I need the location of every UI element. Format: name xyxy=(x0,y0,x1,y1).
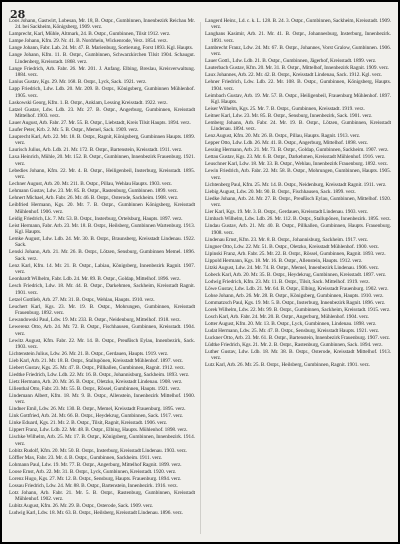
directory-entry: Lorek Wilhelm, Ldw. 22. Mr. 99. B. Ostpr., Gumbinnen, Sackheim, Kreisstadt. 1915. verz. xyxy=(205,306,391,313)
directory-entry: Lettau Gustav, Kgs. 23. Mr. 6. B. Ostpr., Darkehmen, Kreisstadt Mühlenhof. 1916. verz. xyxy=(205,154,386,161)
directory-entry: Leibfried Hermann, Kgs. 20. Mr. 7. B. Ostpr., Gumbinnen Königsberg, Kreisstadt Mühlenhof. 1906. verz. xyxy=(9,202,195,215)
directory-entry: Luckner Otto, Arb. 23. Mr. 61. B. Ostpr., Bartenstein, Innenbezirk Frauenburg. 1907. verz. xyxy=(205,334,391,341)
directory-entry: Ludwig Karl, Ldw. 18. Mr. 63. B. Ostpr., Heilsberg, Kreisstadt Lindenau. 1896. verz. xyxy=(9,510,183,517)
directory-entry: Lilienthal Otto, Fabr. 23. Mr. 55. B. Ostpr., Rössel, Gumbinnen, Haupts. 1921. verz. xyxy=(9,385,181,392)
document-page xyxy=(2,2,398,542)
directory-entry: Lesch Friedrich, Ldw. 18. Mr. 44. B. Ostpr., Darkehmen, Sackheim, Kreisstadt Ragnit. 1901. verz. xyxy=(9,283,195,296)
directory-entry: Lindenau Ernst, Kfm. 23. Mr. 8. B. Ostpr., Johannisburg, Sackheim. 1917. verz. xyxy=(205,236,369,243)
page-number: 28 xyxy=(10,8,26,21)
directory-entry: Losch Karl, Arb. Fabr. 24. Mr. 20. B. Ostpr., Angerburg, Mühlenhof. 1904. verz. xyxy=(205,313,370,320)
directory-entry: Lommatzsch Paul, Kgs. 19. Mr. 5. B. Ostpr., Insterburg, Innenbezirk Ragnit. 1896. verz. xyxy=(205,299,386,306)
directory-entry: Liebig August, Ldw. 20. Mr. 90. B. Ostpr., Fischhausen, Sack. 1899. verz. xyxy=(205,188,356,195)
directory-entry: Lietz Hermann, Arb. 20. Mr. 36. B. Ostpr., Oletzko, Kreisstadt Lindenau. 1908. verz. xyxy=(9,378,183,385)
directory-entry: Lieb Karl, Arb. 21. Mr. 18. B. Ostpr., Stallupönen, Kreisstadt Mühlenhof. 1897. verz. xyxy=(9,357,184,364)
directory-entry: Linke Eduard, Kgs. 21. Mr. 2. B. Ostpr., Tilsit, Ragnit, Kreisstadt. 1906. verz. xyxy=(9,420,168,427)
directory-entry: Leidig Friedrich, Lk. 7. Mr. 53. B. Ostpr., Insterburg, Ortelsburg, Haupts. 1897. verz. xyxy=(9,215,183,222)
directory-entry: Lüdtke Friedrich, Kgs. 21. Mr. 2. B. Ostpr., Rastenburg, Gumbinnen, Sack. 1894. verz. xyxy=(205,341,383,348)
directory-entry: Liebert Gustav, Kgs. 25. Mr. 47. B. Ostpr., Pillkallen, Gumbinnen, Ragnit. 1912. verz. xyxy=(9,364,185,371)
directory-entry: Lossau Friedrich, Ldw. 24. Mr. 88. B. Ostpr., Bartenstein, Innenbezirk. 1916. verz. xyxy=(9,482,178,489)
directory-entry: Lier Karl, Kgs. 19. Mr. 3. B. Ostpr., Gerdauen, Kreisstadt Lindenau. 1903. verz. xyxy=(205,209,369,216)
directory-entry: Lewerenz Otto, Arb. 24. Mr. 72. B. Ostpr., Fischhausen, Gumbinnen, Kreisstadt. 1904. verz. xyxy=(9,324,195,337)
directory-entry: Liedtke Friedrich, Ldw. Ldb. 22. Mr. 16. B. Ostpr., Johannisburg, Sackheim. 1893. verz. xyxy=(9,371,190,378)
directory-entry: Lessing Hermann, Arb. 21. Mr. 73. B. Ostpr., Goldap, Gumbinnen, Sackheim. 1907. verz. xyxy=(205,147,389,154)
directory-entry: Leuschner Karl, Ldw. 18. Mr. 33. B. Ostpr., Wehlau, Innenbezirk Frauenburg. 1892. verz. xyxy=(205,161,388,168)
directory-entry: Lapp Friedrich, Ldw. Ldb. 20. Mr. 209. B. Ostpr., Königsberg, Gumbinnen Mühlenhof. 1905. verz. xyxy=(9,86,195,99)
directory-entry: Lauer August, Arb. Fabr. 27. Mr. 55. B. Ostpr., Liebstadt, Kreis Tilsit Haupts. 1894. verz. xyxy=(9,120,191,127)
directory-entry: Lampe Johann, Kfm. 29. Nr. 41. B. Nordrhein, Wickenrode, Verz. 1854. verz. xyxy=(9,38,168,45)
directory-entry: Leuchert Karl, Kgs. 23. Mr. 19. B. Ostpr., Mohrungen, Gumbinnen, Kreisstadt Frauenburg. 1892. verz. xyxy=(9,303,195,317)
directory-entry: Lewandowski Paul, Ldw. 19. Mr. 233. B. Ostpr., Neidenburg, Mittelhof. 1918. verz. xyxy=(9,317,181,324)
directory-entry: Lohse Johann, Arb. 26. Mr. 28. B. Ostpr., Königsberg, Gumbinnen, Haupts. 1910. verz. xyxy=(205,292,384,299)
directory-entry: Leist Hermann, Fabr. Arb. 23. Mr. 18. B. Ostpr., Heilsberg, Gumbinnen Wartenburg. 1913. Kgl. Haupts. xyxy=(9,222,195,236)
directory-entry: Lutz Karl, Arb. 26. Mr. 25. B. Ostpr., Heilsberg, Gumbinnen, Ragnit. 1901. verz. xyxy=(205,362,370,369)
directory-entry: Lewin Friedrich, Arb. Fabr. 22. Mr. 58. B. Ostpr., Mohrungen, Gumbinnen, Haupts. 1905. verz. xyxy=(205,168,391,181)
directory-entry: Lobitz Rudolf, Kfm. 20. Mr. 50. B. Ostpr., Insterburg, Kreisstadt Lindenau. 1903. verz. xyxy=(9,447,187,454)
directory-entry: Lodwig Friedrich, Kfm. 23. Mr. 11. B. Ostpr., Tilsit, Sack. Mittelhof. 1919. verz. xyxy=(205,278,370,285)
directory-entry: Lichtenstein Julius, Ldw. 26. Mr. 21. B. Ostpr., Gerdauen, Haupts. 1919. verz. xyxy=(9,350,169,357)
right-column xyxy=(205,18,391,540)
directory-entry: Lenz Karl, Kfm. 14. Mr. 21. B. Ostpr., Labiau, Königsberg, Innenbezirk Ragnit. 1907. verz. xyxy=(9,262,195,276)
directory-entry: Lischke Wilhelm, Arb. 25. Mr. 17. B. Ostpr., Königsberg, Gumbinnen, Innenbezirk. 1914. verz. xyxy=(9,434,195,447)
directory-entry: Lehmann Gustav, Ldw. 23. Mr. 85. B. Ostpr., Rastenburg, Gumbinnen. 1899. verz. xyxy=(9,188,178,195)
directory-entry: Lobeck Karl, Arb. 20. Mr. 35. B. Ostpr., Heydekrug, Gumbinnen, Kreisstadt. 1897. verz. xyxy=(205,271,387,278)
directory-entry: Lemberg Johann, Arb. Fabr. 24. Mr. 19. B. Ostpr., Lötzen, Gumbinnen, Kreisstadt Lindenau. 1894. verz. xyxy=(205,120,391,133)
directory-entry: Lechner August, Arb. 20. Mr. 211. B. Ostpr., Pillau, Wehlau Haupts. 1903. verz. xyxy=(9,181,173,188)
directory-entry: Litzki August, Ldw. 24. Mr. 74. B. Ostpr., Memel, Innenbezirk Lindenau. 1906. verz. xyxy=(205,264,380,271)
directory-entry: Leonhardt Wilhelm, Fabr. Ldb. 24. Mr. 89. B. Ostpr., Goldap, Mittelhof. 1896. verz. xyxy=(9,276,181,283)
directory-entry: Laufer Peter, Krb. 2. Mr. 5. B. Ostpr., Memel, Sack. 1909. verz. xyxy=(9,127,139,134)
directory-entry: Lebedies Johann, Kfm. 22. Mr. 4. B. Ostpr., Heiligenbeil, Insterburg, Kreisstadt. 1895. verz. xyxy=(9,167,195,181)
directory-entry: Lotter August, Kfm. 20. Mr. 13. B. Ostpr., Lyck, Gumbinnen, Lindenau. 1898. verz. xyxy=(205,320,377,327)
directory-entry: Lauprecht Karl, Arb. 22. Mr. 18. B. Ostpr., Ragnit, Königsberg, Gumbinnen Haupts. 1899. verz. xyxy=(9,134,195,147)
directory-entry: Lange Friedrich, Arb. Fabr. 26. Mr. 201. J. Anfang. Elbing, Breslau, Kreisverwaltung. 1884. verz. xyxy=(9,65,195,79)
directory-entry: Liedke Johann, Arb. 24. Mr. 27. B. Ostpr., Preußisch Eylau, Gumbinnen, Mittelhof. 1920. verz. xyxy=(205,195,391,209)
directory-entry: Löffler Max, Fabr. 23. Mr. 4. B. Ostpr., Gumbinnen, Sackheim. 1911. verz. xyxy=(9,454,163,461)
directory-entry: Link Gottfried, Arb. 24. Mr. 66. B. Ostpr., Heydekrug, Gumbinnen, Sack. 1917. verz. xyxy=(9,413,184,420)
directory-entry: Lingner Otto, Ldw. 22. Mr. 51. B. Ostpr., Oletzko, Kreisstadt Mühlenhof. 1900. verz. xyxy=(205,243,380,250)
directory-entry: Lehnert Michael, Arb. Fabr. 26. Mr. 46. B. Ostpr., Osterode, Sackheim. 1908. verz. xyxy=(9,195,179,202)
directory-entry: Lipinski Franz, Arb. Fabr. 25. Mr. 22. B. Ostpr., Rössel, Gumbinnen, Ragnit. 1893. verz. xyxy=(205,250,386,257)
column-divider xyxy=(200,22,201,534)
directory-entry: Laskowski Georg, Kfm. 1. B. Ostpr., Anklam, Lessing Kreisstadt. 1922. verz. xyxy=(9,99,168,106)
directory-entry: Lindemann Albert, Kfm. 18. Mr. 9. B. Ostpr., Allenstein, Innenbezirk Mittelhof. 1900. verz. xyxy=(9,392,195,406)
directory-entry: Lippert Franz, Ldw. Ldb. 22. Mr. 48. B. Ostpr., Elbing, Haupts. Mühlenhof. 1898. verz. xyxy=(9,427,188,434)
directory-entry: Luther Gustav, Ldw. Ldb. 18. Mr. 38. B. Ostpr., Osterode, Kreisstadt Mittelhof. 1913. verz. xyxy=(205,348,391,362)
directory-entry: Lubitz August, Kfm. 26. Mr. 29. B. Ostpr., Osterode, Sack. 1909. verz. xyxy=(9,503,154,510)
directory-entry: Loos Johann, Gastwirt, Lobesan, Mr. 18, B. Ostpr., Gumbinnen, Innenbezirk Reichau Mr. 24. bei Sackheim, Königsberg, 1909. verz. xyxy=(9,18,195,31)
directory-entry: Leiser Wilhelm, Kgs. 25. Mr. 7. B. Ostpr., Gumbinnen, Kreisstadt. 1919. verz. xyxy=(205,106,365,113)
directory-entry: Lenz August, Kfm. 20. Mr. 26. B. Ostpr., Pillau, Haupts. Ragnit. 1913. verz. xyxy=(205,133,361,140)
directory-entry: Lewitz August, Kfm. Fabr. 22. Mr. 14. B. Ostpr., Preußisch Eylau, Innenbezirk, Sack. 1903. verz. xyxy=(9,337,195,350)
directory-entry: Lenski Johann, Arb. 21. Mr. 26. B. Ostpr., Lötzen, Sensburg, Gumbinnen Memel. 1896. Sack. verz. xyxy=(9,249,195,262)
directory-entry: Lamprecht, Karl, Mühle, Altmark, 24. B. Ostpr., Gumbinnen, Tilsit 1912. verz. xyxy=(9,31,171,38)
directory-entry: Lippold Hermann, Kgs. 18. Mr. 16. B. Ostpr., Allenstein, Haupts. 1912. verz. xyxy=(205,257,363,264)
directory-entry: Lauer Gottl., Ldw. Ldb. 21. B. Ostpr., Gumbinnen, Jägerhof, Kreisstadt. 1899. verz. xyxy=(205,58,377,65)
directory-entry: Laux Johannes, Arb. 22. Mr. 42. B. Ostpr., Kreisstadt Lindenau, Sack. 1912. Kgl. verz. xyxy=(205,72,382,79)
directory-entry: Lotz Johann, Arb. Fabr. 21. Mr. 5. B. Ostpr., Rastenburg, Gumbinnen, Kreisstadt Mühlenhof. 1902. verz. xyxy=(9,489,195,503)
directory-entry: Lichtenberg Paul, Kfm. 25. Mr. 14. B. Ostpr., Neidenburg, Kreisstadt Ragnit. 1911. verz. xyxy=(205,181,387,188)
directory-entry: Leimbach Gustav, Arb. 19. Mr. 57. B. Ostpr., Heiligenbeil, Frauenburg Mühlenhof. 1897. Kgl. Haupts. xyxy=(205,92,391,106)
directory-entry: Lange Johann, Fabr. Lab. 24. Mr. 47. B. Marienburg, Sortierung, Forst 1893. Kgl. Haupts. xyxy=(9,45,194,52)
directory-entry: Lehner Friedrich, Ldw. Ldb. 22. Mr. 108. B. Ostpr., Gumbinnen, Königsberg, Haupts. 1904. verz. xyxy=(205,79,391,92)
directory-entry: Lauterbach Gustav, Kfm. 20. Mr. 31. B. Ostpr., Mittelhof, Innenbezirk Ragnit. 1909. verz. xyxy=(205,65,390,72)
directory-entry: Lorenz Hugo, Kgs. 27. Mr. 12. B. Ostpr., Sensburg, Haupts. Frauenburg. 1894. verz. xyxy=(9,475,182,482)
directory-entry: Langerd Heinr., Ld. c. k. L. 128. B. 24. 3. Ostpr., Gumbinnen, Sackheim, Kreisstadt. 1909. verz. xyxy=(205,18,391,31)
directory-entry: Latzel Gustav, Ldw. Ldb. 23. Mr. 27. B. Ostpr., Angerburg, Gumbinnen, Kreisstadt Mittelhof. 1903. verz. xyxy=(9,106,195,120)
left-column xyxy=(9,18,195,540)
directory-entry: Löwe Gustav, Ldw. Ldb. 21. Mr. 64. B. Ostpr., Elbing, Kreisstadt Frauenburg. 1902. verz. xyxy=(205,285,389,292)
directory-entry: Lange Johann, Kfm. 11. B. Ostpr., Gumbinnen, Schwarzkirchen Tilsit 1904. Schaugut. Lindenberg, Kreisstadt. 1868. verz. xyxy=(9,52,195,65)
directory-entry: Lindau Gustav, Arb. 21. Mr. 40. B. Ostpr., Pillkallen, Gumbinnen, Haupts. Frauenburg. 1908. verz. xyxy=(205,223,391,236)
directory-entry: Lemke August, Ldw. Ldb. 24. Mr. 30. B. Ostpr., Braunsberg, Kreisstadt Lindenau. 1922. Sack. xyxy=(9,236,195,249)
directory-entry: Lindner Emil, Ldw. 26. Mr. 130. B. Ostpr., Memel, Kreisstadt Frauenburg. 1895. verz. xyxy=(9,406,186,413)
directory-entry: Lohmann Paul, Ldw. 19. Mr. 77. B. Ostpr., Angerburg, Mittelhof Ragnit. 1899. verz. xyxy=(9,461,182,468)
directory-entry: Laurisch Julius, Arb. Ldb. 21. Mr. 172. B. Ostpr., Bartenstein, Kreisstadt. 1911. verz. xyxy=(9,147,183,154)
directory-entry: Loose Ernst, Arb. 22. Mr. 31. B. Ostpr., Lyck, Gumbinnen, Kreisstadt. 1920. verz. xyxy=(9,468,177,475)
directory-entry: Leitner Karl, Ldw. 23. Mr. 85. B. Ostpr., Sensburg, Innenbezirk, Sack. 1901. verz. xyxy=(205,113,373,120)
directory-entry: Lepper Otto, Ldw. Ldb. 26. Mr. 41. B. Ostpr., Angerburg, Mittelhof. 1898. verz. xyxy=(205,140,369,147)
directory-entry: Letzel Gottlieb, Arb. 27. Mr. 31. B. Ostpr., Wehlau, Haupts. 1910. verz. xyxy=(9,296,155,303)
directory-entry: Langhans Kasimir, Arb. 21. Mr. 41. B. Ostpr., Johannesburg, Insterburg, Innenbezirk. 1891. verz. xyxy=(205,31,391,44)
directory-entry: Ludat Hermann, Ldw. 25. Mr. 47. B. Ostpr., Sensburg, Kreisstadt Haupts. 1921. verz. xyxy=(205,327,380,334)
directory-entry: Lambrecht Franz, Ldw. 24. Mr. 67. B. Ostpr., Johannes, Vorst Gralow, Gumbinnen. 1906. verz. xyxy=(205,44,391,58)
directory-entry: Laxa Heinrich, Mühle, 20. Mr. 152. B. Ostpr., Gumbinnen, Innenbezirk Frauenburg. 1921. verz. xyxy=(9,154,195,167)
directory-entry: Limbach Wilhelm, Ldw. Ldb. 26. Mr. 112. B. Ostpr., Stallupönen, Innenbezirk. 1895. verz. xyxy=(205,216,391,223)
directory-entry: Lanius Gustav, Kgs. 29. Mr. 168. B. Ostpr., Lyck, Sack. 1921. verz. xyxy=(9,79,147,86)
